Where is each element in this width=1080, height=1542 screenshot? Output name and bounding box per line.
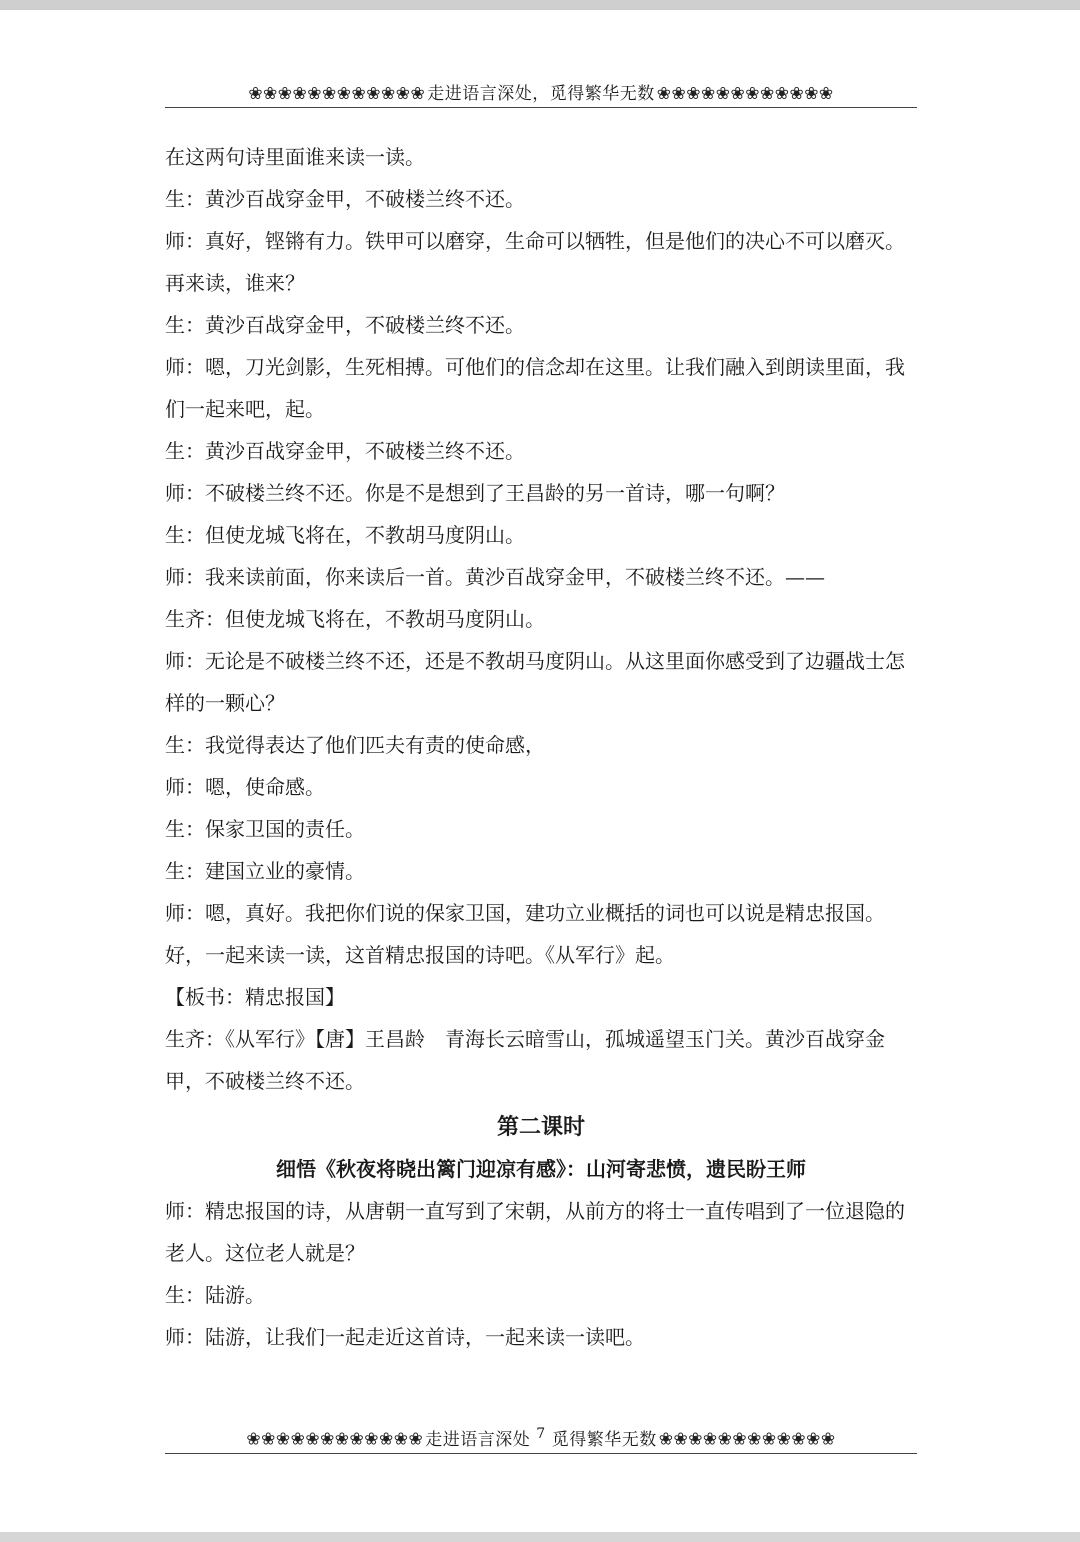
flower-border-icon: ❀❀❀❀❀❀❀❀❀❀❀❀ bbox=[656, 84, 834, 104]
running-header bbox=[165, 84, 917, 108]
paragraph: 师：不破楼兰终不还。你是不是想到了王昌龄的另一首诗，哪一句啊？ bbox=[165, 481, 785, 505]
paragraph: 生：我觉得表达了他们匹夫有责的使命感， bbox=[165, 733, 545, 757]
paragraph: 师：嗯，刀光剑影，生死相搏。可他们的信念却在这里。让我们融入到朗读里面，我们一起来吧，起。 bbox=[165, 355, 905, 421]
paragraph: 师：精忠报国的诗，从唐朝一直写到了宋朝，从前方的将士一直传唱到了一位退隐的老人。这位老人就是？ bbox=[165, 1199, 905, 1265]
paragraph: 师：无论是不破楼兰终不还，还是不教胡马度阴山。从这里面你感受到了边疆战士怎样的一颗心？ bbox=[165, 649, 905, 715]
paragraph: 生齐：《从军行》【唐】王昌龄 青海长云暗雪山，孤城遥望玉门关。黄沙百战穿金甲，不破楼兰终不还。 bbox=[165, 1027, 885, 1093]
section-title: 第二课时 bbox=[496, 1114, 585, 1140]
paragraph: 生齐：但使龙城飞将在，不教胡马度阴山。 bbox=[165, 607, 545, 631]
footer-text-right: 觅得繁华无数 bbox=[551, 1429, 657, 1450]
paragraph: 生：建国立业的豪情。 bbox=[165, 859, 365, 883]
flower-border-icon: ❀❀❀❀❀❀❀❀❀❀❀❀ bbox=[248, 84, 426, 104]
paragraph: 生：但使龙城飞将在，不教胡马度阴山。 bbox=[165, 523, 525, 547]
paragraph: 生：保家卫国的责任。 bbox=[165, 817, 365, 841]
paragraph: 师：嗯，使命感。 bbox=[165, 775, 325, 799]
flower-border-icon: ❀❀❀❀❀❀❀❀❀❀❀❀ bbox=[246, 1429, 424, 1450]
paragraph: 生：黄沙百战穿金甲，不破楼兰终不还。 bbox=[165, 313, 525, 337]
paragraph: 师：嗯，真好。我把你们说的保家卫国，建功立业概括的词也可以说是精忠报国。好，一起来读一读，这首精忠报国的诗吧。《从军行》起。 bbox=[165, 901, 885, 967]
paragraph: 【板书：精忠报国】 bbox=[165, 985, 345, 1009]
footer-text-left: 走进语言深处 bbox=[425, 1429, 531, 1450]
paragraph: 生：黄沙百战穿金甲，不破楼兰终不还。 bbox=[165, 439, 525, 463]
header-text: 走进语言深处，觅得繁华无数 bbox=[427, 84, 655, 104]
section-subtitle: 细悟《秋夜将晓出篱门迎凉有感》：山河寄悲愤，遗民盼王师 bbox=[276, 1157, 806, 1181]
paragraph: 师：陆游，让我们一起走近这首诗，一起来读一读吧。 bbox=[165, 1325, 645, 1349]
paragraph: 在这两句诗里面谁来读一读。 bbox=[165, 145, 425, 169]
page-number: 7 bbox=[536, 1426, 546, 1442]
paragraph: 生：黄沙百战穿金甲，不破楼兰终不还。 bbox=[165, 187, 525, 211]
running-footer bbox=[165, 1424, 917, 1454]
flower-border-icon: ❀❀❀❀❀❀❀❀❀❀❀❀ bbox=[658, 1429, 836, 1450]
page-top-edge bbox=[0, 0, 1080, 10]
document-body bbox=[165, 136, 917, 1358]
page-bottom-edge bbox=[0, 1532, 1080, 1542]
paragraph: 生：陆游。 bbox=[165, 1283, 265, 1307]
paragraph: 师：真好，铿锵有力。铁甲可以磨穿，生命可以牺牲，但是他们的决心不可以磨灭。再来读，谁来？ bbox=[165, 229, 905, 295]
paragraph: 师：我来读前面，你来读后一首。黄沙百战穿金甲，不破楼兰终不还。—— bbox=[165, 565, 825, 589]
